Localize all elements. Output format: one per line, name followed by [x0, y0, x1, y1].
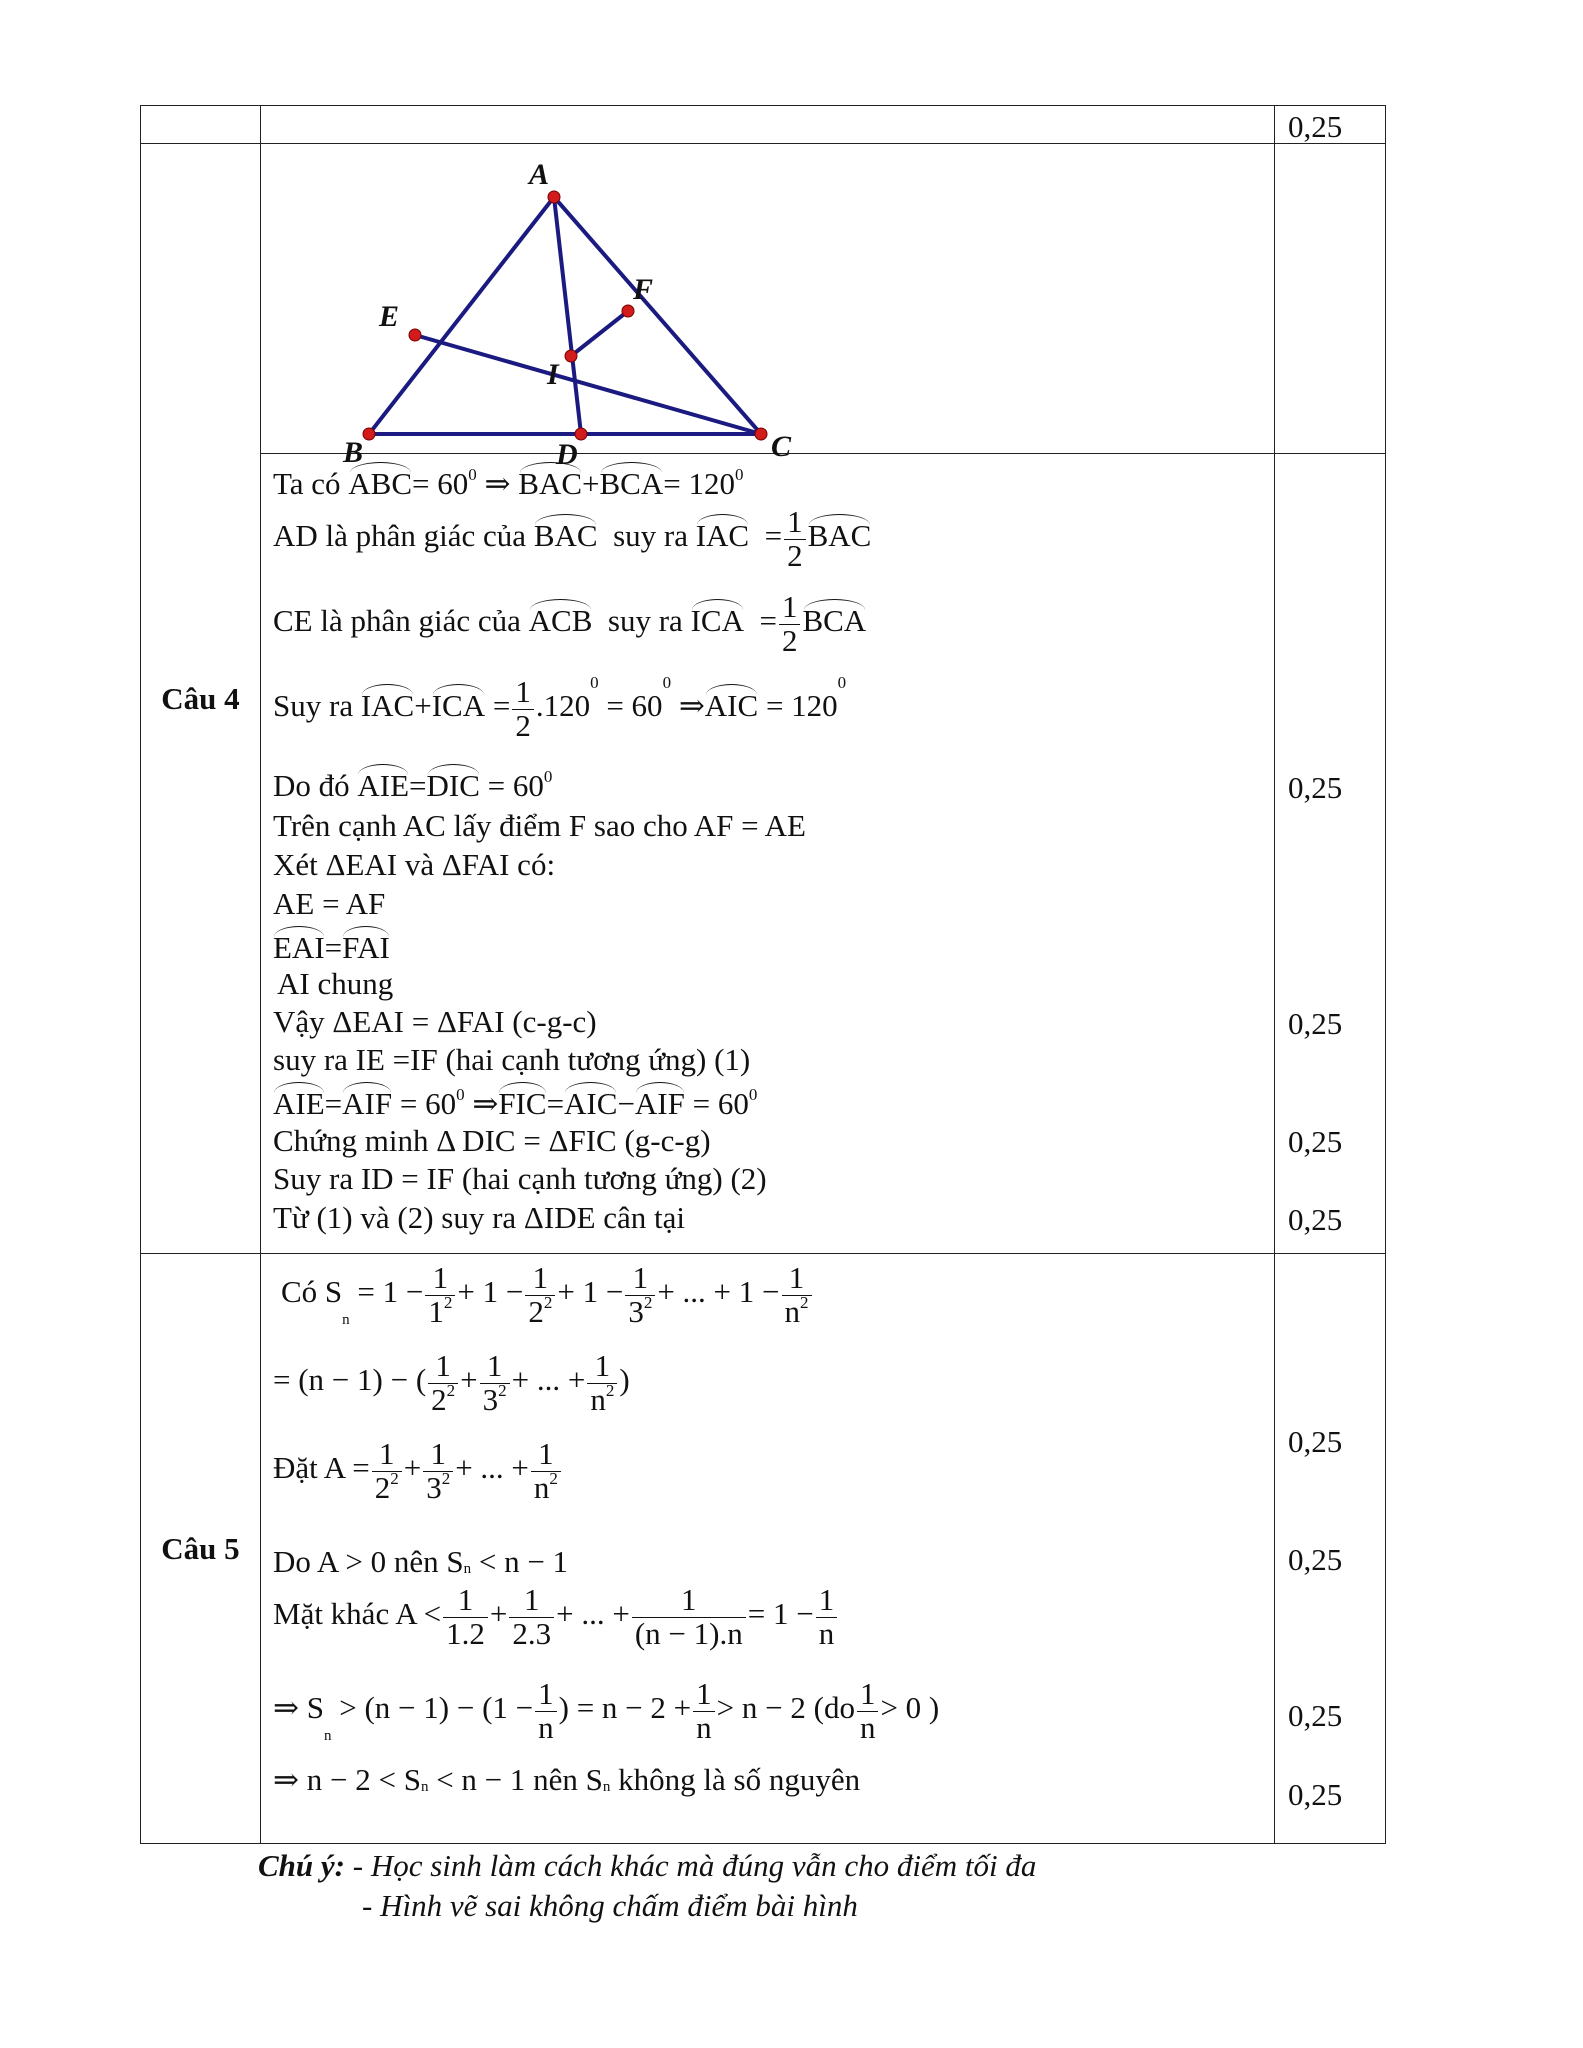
q4-line-8: AE = AF: [273, 886, 386, 921]
table-row: [141, 144, 1386, 454]
note-line-2: - Hình vẽ sai không chấm điểm bài hình: [362, 1888, 858, 1923]
score-column-q5: [1275, 1254, 1386, 1844]
label-b: B: [343, 436, 364, 469]
q5-line-4: Do A > 0 nên Sn < n − 1: [273, 1544, 569, 1579]
q4-line-12: suy ra IE =IF (hai cạnh tương ứng) (1): [273, 1042, 751, 1077]
score: 0,25: [1288, 109, 1343, 144]
answer-q4: [261, 454, 1275, 1254]
q5-line-2: = (n − 1) − ( $\frac{1}{2^2}$ + $\frac{1}{3^2}$ + ... + $\frac{1}{n^2}$ ): [273, 1348, 630, 1417]
q4-line-13: $AIE=AIF = 60^0$ ⇒FIC=AIC−AIF = $60^0$: [273, 1085, 758, 1121]
q4-line-7: Xét ΔEAI và ΔFAI có:: [273, 847, 556, 882]
score-column-q4: [1275, 454, 1386, 1254]
table-row: [141, 454, 1386, 1254]
score: 0,25: [1288, 1202, 1343, 1237]
question-label-5: Câu 5: [141, 1254, 261, 1844]
label-f: F: [633, 273, 654, 306]
q4-line-5: Do đó $AIE=DIC = 60^0$: [273, 767, 553, 803]
q4-line-6: Trên cạnh AC lấy điểm F sao cho AF = AE: [273, 808, 806, 843]
answer-q5: [261, 1254, 1275, 1844]
q5-line-5: Mặt khác A < $\frac{1}{1.2}$ + $\frac{1}{2.3}$ + ... + $\frac{1}{(n - 1).n}$ = 1 − $\frac{1}{n}$: [273, 1584, 839, 1650]
q5-line-7: ⇒ n − 2 < Sn < n − 1 nên Sn không là số nguyên: [273, 1762, 861, 1797]
q4-line-10: AI chung: [277, 966, 394, 1001]
label-e: E: [379, 300, 400, 333]
q4-line-11: Vậy ΔEAI = ΔFAI (c-g-c): [273, 1004, 597, 1039]
q5-line-6: ⇒ Sn > (n − 1) − (1 − $\frac{1}{n}$ ) = n − 2 + $\frac{1}{n}$ > n − 2 (do $\frac{1}{n}$ > 0 ): [273, 1676, 940, 1745]
score: 0,25: [1288, 1777, 1343, 1812]
score: 0,25: [1288, 1124, 1343, 1159]
triangle-figure: [261, 144, 792, 471]
q5-line-3: Đặt A = $\frac{1}{2^2}$ + $\frac{1}{3^2}$ + ... + $\frac{1}{n^2}$: [273, 1438, 563, 1504]
score: 0,25: [1288, 1006, 1343, 1041]
figure-cell: [261, 144, 1275, 471]
label-d: D: [556, 438, 578, 471]
q4-line-16: Từ (1) và (2) suy ra ΔIDE cân tại: [273, 1200, 686, 1235]
question-label-4: Câu 4: [141, 144, 261, 1254]
label-c: C: [771, 430, 792, 463]
q4-line-9: EAI=FAI: [273, 930, 390, 965]
score: 0,25: [1288, 770, 1343, 805]
q4-line-15: Suy ra ID = IF (hai cạnh tương ứng) (2): [273, 1161, 767, 1196]
score: 0,25: [1288, 1698, 1343, 1733]
grading-table: [140, 105, 1386, 1844]
table-row: [141, 106, 1386, 144]
score: 0,25: [1288, 1542, 1343, 1577]
label-i: I: [547, 358, 559, 391]
note-line-1: Chú ý: - Học sinh làm cách khác mà đúng vẫn cho điểm tối đa: [258, 1848, 1037, 1883]
q5-line-1: Có Sn = 1 − $\frac{1}{1^2}$ + 1 − $\frac{1}{2^2}$ + 1 − $\frac{1}{3^2}$ + ... + 1 − $\frac{1}{n^2}$: [281, 1262, 814, 1328]
table-row: [141, 1254, 1386, 1844]
q4-line-2: AD là phân giác của BAC suy ra IAC = $\frac{1}{2}$ BAC: [273, 504, 872, 573]
score: 0,25: [1288, 1424, 1343, 1459]
label-a: A: [529, 158, 550, 191]
q4-line-14: Chứng minh Δ DIC = ΔFIC (g-c-g): [273, 1123, 711, 1158]
q4-line-1: Ta có $ABC= 60^0$ ⇒ $BAC+BCA= 120^0$: [273, 465, 744, 501]
q4-line-3: CE là phân giác của ACB suy ra ICA = $\frac{1}{2}$ BCA: [273, 589, 867, 658]
q4-line-4: Suy ra IAC+ICA = $\frac{1}{2}$ $.120^0 = 60^0$ ⇒AIC = $120^0$: [273, 673, 847, 743]
